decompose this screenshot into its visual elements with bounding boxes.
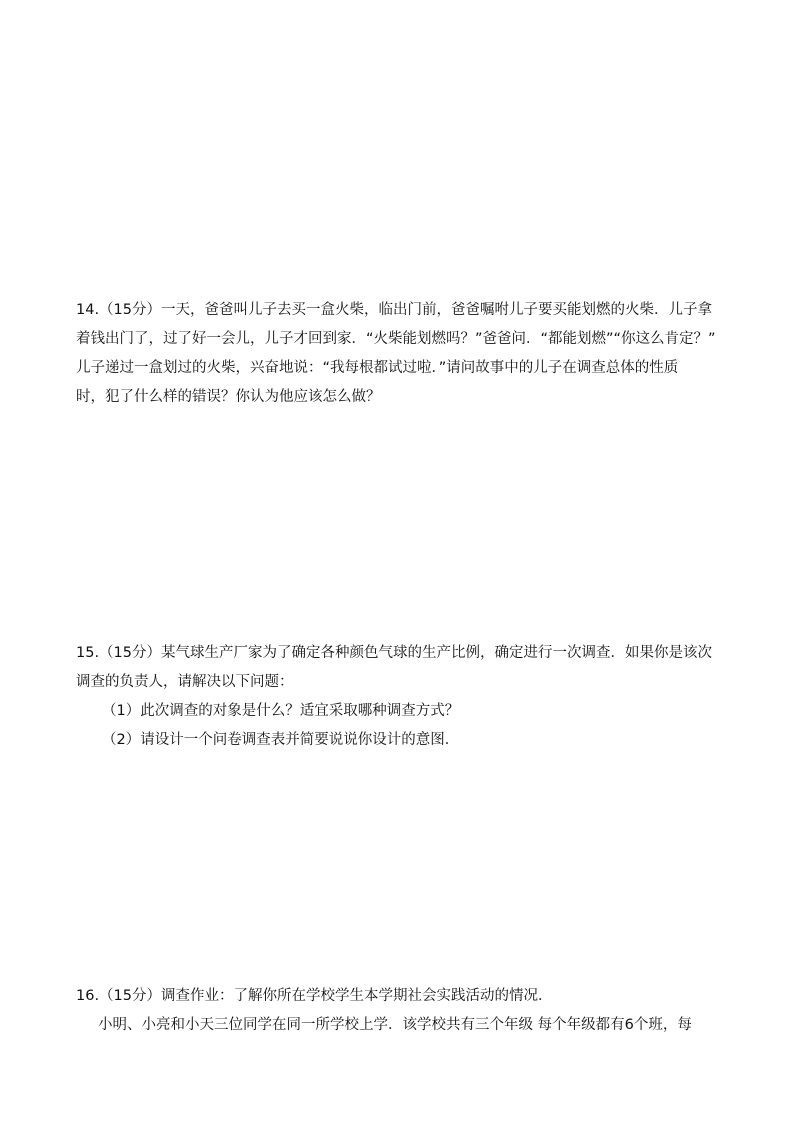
- question-15-line-2: 调查的负责人，请解决以下问题：: [76, 674, 294, 690]
- question-15-line-1: 15.（15分）某气球生产厂家为了确定各种颜色气球的生产比例，确定进行一次调查．如果你是该次: [76, 645, 713, 661]
- question-15: [76, 639, 724, 755]
- question-15-sub-item-2: （2）请设计一个问卷调查表并简要说说你设计的意图．: [102, 732, 460, 748]
- question-14-line-3: 儿子递过一盒划过的火柴，兴奋地说：“我每根都试过啦．”请问故事中的儿子在调查总体的性质: [76, 360, 679, 376]
- question-14-line-1: 14.（15分）一天，爸爸叫儿子去买一盒火柴，临出门前，爸爸嘱咐儿子要买能划燃的火柴．儿子拿: [76, 302, 713, 318]
- question-14-line-2: 着钱出门了，过了好一会儿，儿子才回到家．“火柴能划燃吗？”爸爸问．“都能划燃”“你这么肯定？”: [76, 331, 716, 347]
- question-16-paragraph: 小明、小亮和小天三位同学在同一所学校上学．该学校共有三个年级 每个年级都有6个班，每: [98, 1017, 692, 1033]
- question-16-line-1: 16.（15分）调查作业：了解你所在学校学生本学期社会实践活动的情况．: [76, 988, 553, 1004]
- question-16: [76, 982, 724, 1040]
- question-14: [76, 296, 724, 412]
- question-15-sub-item-1: （1）此次调查的对象是什么？适宜采取哪种调查方式？: [102, 703, 460, 719]
- question-14-line-4: 时，犯了什么样的错误？你认为他应该怎么做？: [76, 389, 381, 405]
